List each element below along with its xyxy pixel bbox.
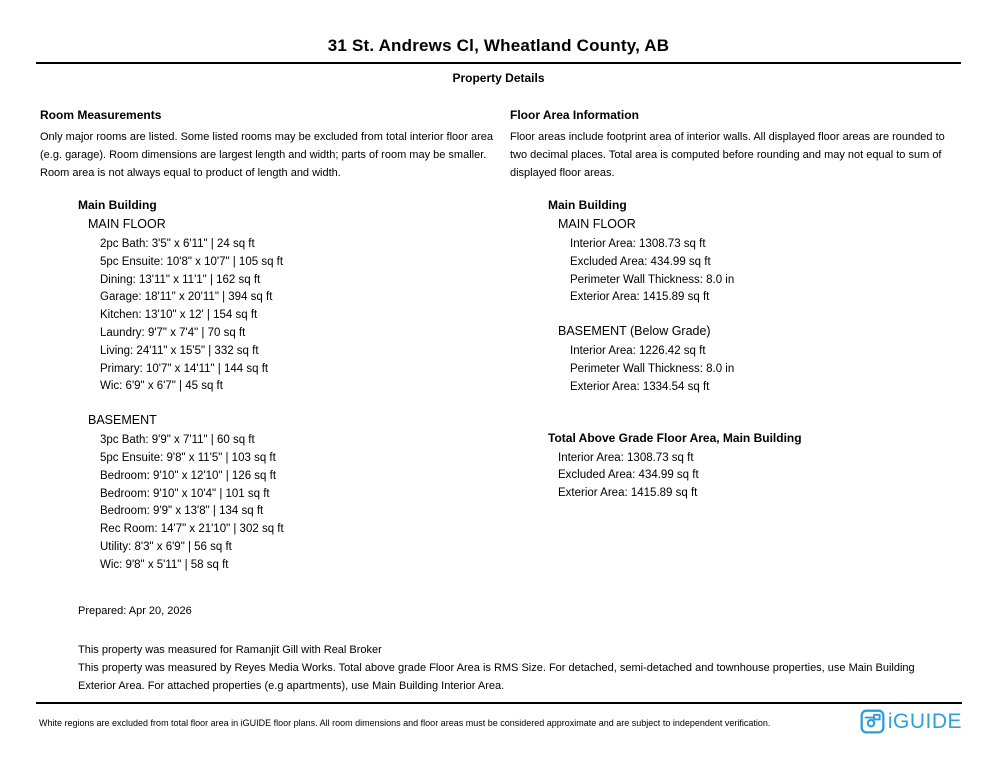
area-row: Perimeter Wall Thickness: 8.0 in (570, 362, 735, 375)
area-row: Interior Area: 1226.42 sq ft (570, 345, 706, 358)
main-floor-room-list (40, 236, 510, 396)
page-title: 31 St. Andrews Cl, Wheatland County, AB (327, 36, 670, 55)
floor-name-main: MAIN FLOOR (88, 217, 166, 231)
room-row: 5pc Ensuite: 9'8" x 11'5" | 103 sq ft (100, 451, 276, 464)
area-row: Interior Area: 1308.73 sq ft (558, 451, 694, 464)
content-columns (0, 108, 997, 575)
area-row: Exterior Area: 1415.89 sq ft (570, 291, 710, 304)
floor-area-description: Floor areas include footprint area of interior walls. All displayed floor areas are rounded to two decimal places. Total area is computed before rounding and may not equal to sum of displayed floor areas. (510, 131, 945, 179)
measured-by-text: This property was measured by Reyes Media Works. Total above grade Floor Area is RMS Size. For detached, semi-detached and townhouse properties, use Main Building Exterior Area. For attached properties (e.g apartments), use Main Building Interior Area. (78, 661, 915, 692)
basement-area-group (510, 324, 962, 396)
room-row: Laundry: 9'7" x 7'4" | 70 sq ft (100, 326, 246, 339)
area-row: Excluded Area: 434.99 sq ft (558, 469, 699, 482)
room-row: 3pc Bath: 9'9" x 7'11" | 60 sq ft (100, 434, 255, 447)
room-row: Primary: 10'7" x 14'11" | 144 sq ft (100, 362, 269, 375)
building-name-left: Main Building (78, 198, 157, 212)
room-row: Living: 24'11" x 15'5" | 332 sq ft (100, 344, 259, 357)
footer-disclaimer: White regions are excluded from total floor area in iGUIDE floor plans. All room dimensions and floor areas must be considered approximate and are subject to independent verification. (39, 718, 771, 728)
floor-name-basement: BASEMENT (88, 413, 157, 428)
room-measurements-description: Only major rooms are listed. Some listed rooms may be excluded from total interior floor area (e.g. garage). Room dimensions are largest length and width; parts of room may be smaller. Room area is not always equal to product of length and width. (40, 131, 494, 179)
room-row: 2pc Bath: 3'5" x 6'11" | 24 sq ft (100, 238, 255, 250)
area-row: Excluded Area: 434.99 sq ft (570, 255, 711, 268)
title-divider (36, 62, 961, 64)
basement-area-list (510, 343, 962, 396)
floor-area-heading: Floor Area Information (510, 108, 639, 122)
area-row: Perimeter Wall Thickness: 8.0 in (570, 273, 735, 286)
notes-section (78, 605, 997, 695)
floor-area-section (510, 108, 962, 503)
page-footer (36, 702, 962, 734)
area-floor-name-basement: BASEMENT (Below Grade) (558, 324, 711, 339)
main-floor-area-list (510, 236, 962, 307)
room-row: Bedroom: 9'10" x 10'4" | 101 sq ft (100, 487, 270, 500)
total-above-grade-group (510, 431, 962, 503)
area-row: Exterior Area: 1415.89 sq ft (558, 487, 698, 500)
room-row: Wic: 6'9" x 6'7" | 45 sq ft (100, 380, 223, 393)
room-row: Bedroom: 9'10" x 12'10" | 126 sq ft (100, 469, 277, 482)
iguide-logo-text: iGUIDE (887, 709, 962, 733)
room-row: Bedroom: 9'9" x 13'8" | 134 sq ft (100, 505, 264, 518)
area-row: Interior Area: 1308.73 sq ft (570, 238, 706, 250)
room-row: Garage: 18'11" x 20'11" | 394 sq ft (100, 291, 273, 304)
room-measurements-heading: Room Measurements (40, 108, 162, 122)
room-row: Rec Room: 14'7" x 21'10" | 302 sq ft (100, 523, 284, 536)
room-row: Kitchen: 13'10" x 12' | 154 sq ft (100, 309, 258, 322)
basement-room-list (40, 432, 510, 574)
total-above-grade-heading: Total Above Grade Floor Area, Main Building (548, 430, 802, 445)
area-row: Exterior Area: 1334.54 sq ft (570, 380, 710, 393)
area-floor-name-main: MAIN FLOOR (558, 217, 636, 231)
page-subtitle: Property Details (452, 71, 545, 85)
room-row: 5pc Ensuite: 10'8" x 10'7" | 105 sq ft (100, 255, 284, 268)
main-floor-group (40, 217, 510, 396)
prepared-date: Prepared: Apr 20, 2026 (78, 604, 192, 617)
iguide-camera-icon (860, 709, 885, 734)
iguide-logo (860, 709, 962, 734)
room-row: Utility: 8'3" x 6'9" | 56 sq ft (100, 540, 232, 553)
measurement-attribution (78, 641, 997, 695)
room-row: Dining: 13'11" x 11'1" | 162 sq ft (100, 273, 261, 286)
room-measurements-section (40, 108, 510, 575)
basement-group (40, 413, 510, 574)
room-row: Wic: 9'8" x 5'11" | 58 sq ft (100, 558, 229, 571)
building-name-right: Main Building (548, 198, 627, 212)
measured-for-text: This property was measured for Ramanjit Gill with Real Broker (78, 643, 382, 656)
main-floor-area-group (510, 217, 962, 307)
total-above-grade-list (510, 450, 962, 503)
